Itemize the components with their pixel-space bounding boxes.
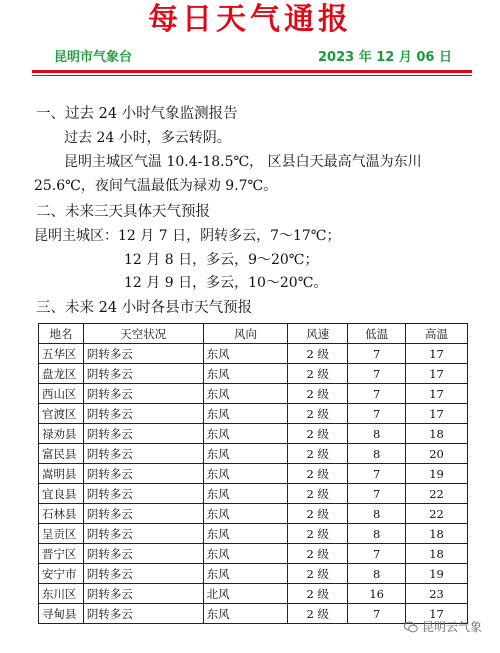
cell-wind-speed: 2 级 (288, 384, 348, 404)
cell-sky: 阴转多云 (83, 344, 203, 364)
header-sky: 天空状况 (83, 324, 203, 344)
cell-high-temp: 20 (406, 444, 468, 464)
table-row (39, 404, 468, 424)
header-high-temp: 高温 (406, 324, 468, 344)
cell-low-temp: 7 (348, 544, 406, 564)
cell-wind-speed: 2 级 (288, 424, 348, 444)
county-forecast-table (38, 323, 468, 624)
cell-wind-direction: 东风 (203, 484, 288, 504)
section1-line1: 过去 24 小时，多云转阴。 (64, 130, 231, 146)
cell-high-temp: 18 (406, 524, 468, 544)
cell-wind-direction: 东风 (203, 404, 288, 424)
cell-wind-direction: 东风 (203, 504, 288, 524)
header-wind-direction: 风向 (203, 324, 288, 344)
cell-low-temp: 8 (348, 424, 406, 444)
cell-low-temp: 7 (348, 604, 406, 624)
cell-wind-speed: 2 级 (288, 504, 348, 524)
cell-low-temp: 7 (348, 384, 406, 404)
watermark-text: 昆明云气象 (421, 620, 482, 634)
cell-wind-speed: 2 级 (288, 364, 348, 384)
cell-high-temp: 18 (406, 544, 468, 564)
cell-place: 盘龙区 (39, 364, 84, 384)
cell-high-temp: 17 (406, 384, 468, 404)
cell-high-temp: 17 (406, 344, 468, 364)
cell-wind-speed: 2 级 (288, 404, 348, 424)
cell-wind-direction: 东风 (203, 604, 288, 624)
cell-place: 宜良县 (39, 484, 84, 504)
cell-wind-direction: 东风 (203, 564, 288, 584)
table-row (39, 584, 468, 604)
header-place: 地名 (39, 324, 84, 344)
cell-wind-speed: 2 级 (288, 484, 348, 504)
cell-sky: 阴转多云 (83, 384, 203, 404)
cell-wind-speed: 2 级 (288, 524, 348, 544)
cell-sky: 阴转多云 (83, 524, 203, 544)
table-row (39, 524, 468, 544)
cell-sky: 阴转多云 (83, 404, 203, 424)
header-rule-thin (32, 75, 472, 76)
cell-place: 寻甸县 (39, 604, 84, 624)
cell-wind-speed: 2 级 (288, 564, 348, 584)
cell-high-temp: 23 (406, 584, 468, 604)
cell-low-temp: 7 (348, 464, 406, 484)
cell-sky: 阴转多云 (83, 504, 203, 524)
cell-low-temp: 7 (348, 364, 406, 384)
cell-place: 嵩明县 (39, 464, 84, 484)
cell-wind-speed: 2 级 (288, 444, 348, 464)
table-row (39, 464, 468, 484)
wechat-icon (404, 621, 418, 633)
header-wind-speed: 风速 (288, 324, 348, 344)
cell-wind-speed: 2 级 (288, 544, 348, 564)
table-row (39, 544, 468, 564)
cell-sky: 阴转多云 (83, 424, 203, 444)
cell-wind-direction: 东风 (203, 364, 288, 384)
cell-wind-direction: 东风 (203, 424, 288, 444)
table-row (39, 504, 468, 524)
cell-wind-direction: 东风 (203, 464, 288, 484)
cell-low-temp: 7 (348, 484, 406, 504)
cell-wind-speed: 2 级 (288, 464, 348, 484)
cell-sky: 阴转多云 (83, 544, 203, 564)
cell-place: 东川区 (39, 584, 84, 604)
cell-wind-speed: 2 级 (288, 604, 348, 624)
table-row (39, 384, 468, 404)
cell-low-temp: 8 (348, 504, 406, 524)
cell-wind-direction: 东风 (203, 344, 288, 364)
cell-wind-direction: 东风 (203, 524, 288, 544)
section1-line3: 25.6℃，夜间气温最低为禄劝 9.7℃。 (34, 178, 278, 194)
cell-place: 呈贡区 (39, 524, 84, 544)
cell-sky: 阴转多云 (83, 604, 203, 624)
issuing-organization: 昆明市气象台 (54, 50, 133, 65)
cell-wind-direction: 北风 (203, 584, 288, 604)
cell-place: 官渡区 (39, 404, 84, 424)
cell-place: 富民县 (39, 444, 84, 464)
header-rule-thick (32, 70, 472, 73)
section1-heading: 一、过去 24 小时气象监测报告 (36, 106, 238, 122)
table-row (39, 484, 468, 504)
table-row (39, 444, 468, 464)
cell-high-temp: 18 (406, 424, 468, 444)
header-low-temp: 低温 (348, 324, 406, 344)
cell-wind-speed: 2 级 (288, 344, 348, 364)
cell-place: 禄劝县 (39, 424, 84, 444)
cell-place: 石林县 (39, 504, 84, 524)
cell-sky: 阴转多云 (83, 364, 203, 384)
cell-place: 安宁市 (39, 564, 84, 584)
table-row (39, 344, 468, 364)
cell-low-temp: 8 (348, 564, 406, 584)
cell-high-temp: 17 (406, 604, 468, 624)
table-row (39, 364, 468, 384)
table-row (39, 564, 468, 584)
cell-low-temp: 16 (348, 584, 406, 604)
section3-heading: 三、未来 24 小时各县市天气预报 (36, 300, 253, 316)
page-title: 每日天气通报 (148, 2, 352, 37)
cell-high-temp: 22 (406, 484, 468, 504)
table-header-row (39, 324, 468, 344)
cell-high-temp: 19 (406, 564, 468, 584)
section2-line3: 12 月 9 日，多云，10～20℃。 (124, 275, 328, 291)
cell-wind-speed: 2 级 (288, 584, 348, 604)
cell-sky: 阴转多云 (83, 584, 203, 604)
cell-high-temp: 17 (406, 364, 468, 384)
cell-sky: 阴转多云 (83, 464, 203, 484)
cell-low-temp: 8 (348, 524, 406, 544)
table-row (39, 424, 468, 444)
cell-place: 五华区 (39, 344, 84, 364)
cell-sky: 阴转多云 (83, 444, 203, 464)
cell-wind-direction: 东风 (203, 444, 288, 464)
cell-high-temp: 19 (406, 464, 468, 484)
section2-line1: 昆明主城区：12 月 7 日，阴转多云，7～17℃； (34, 228, 341, 244)
cell-wind-direction: 东风 (203, 384, 288, 404)
cell-place: 晋宁区 (39, 544, 84, 564)
cell-low-temp: 8 (348, 444, 406, 464)
section1-line2: 昆明主城区气温 10.4-18.5℃， 区县白天最高气温为东川 (64, 154, 422, 170)
cell-low-temp: 7 (348, 404, 406, 424)
cell-sky: 阴转多云 (83, 564, 203, 584)
cell-wind-direction: 东风 (203, 544, 288, 564)
issue-date: 2023 年 12 月 06 日 (318, 50, 452, 65)
watermark (404, 618, 482, 635)
cell-low-temp: 7 (348, 344, 406, 364)
cell-sky: 阴转多云 (83, 484, 203, 504)
cell-high-temp: 22 (406, 504, 468, 524)
cell-high-temp: 17 (406, 404, 468, 424)
section2-line2: 12 月 8 日，多云，9～20℃； (124, 252, 319, 268)
cell-place: 西山区 (39, 384, 84, 404)
section2-heading: 二、未来三天具体天气预报 (36, 204, 210, 220)
